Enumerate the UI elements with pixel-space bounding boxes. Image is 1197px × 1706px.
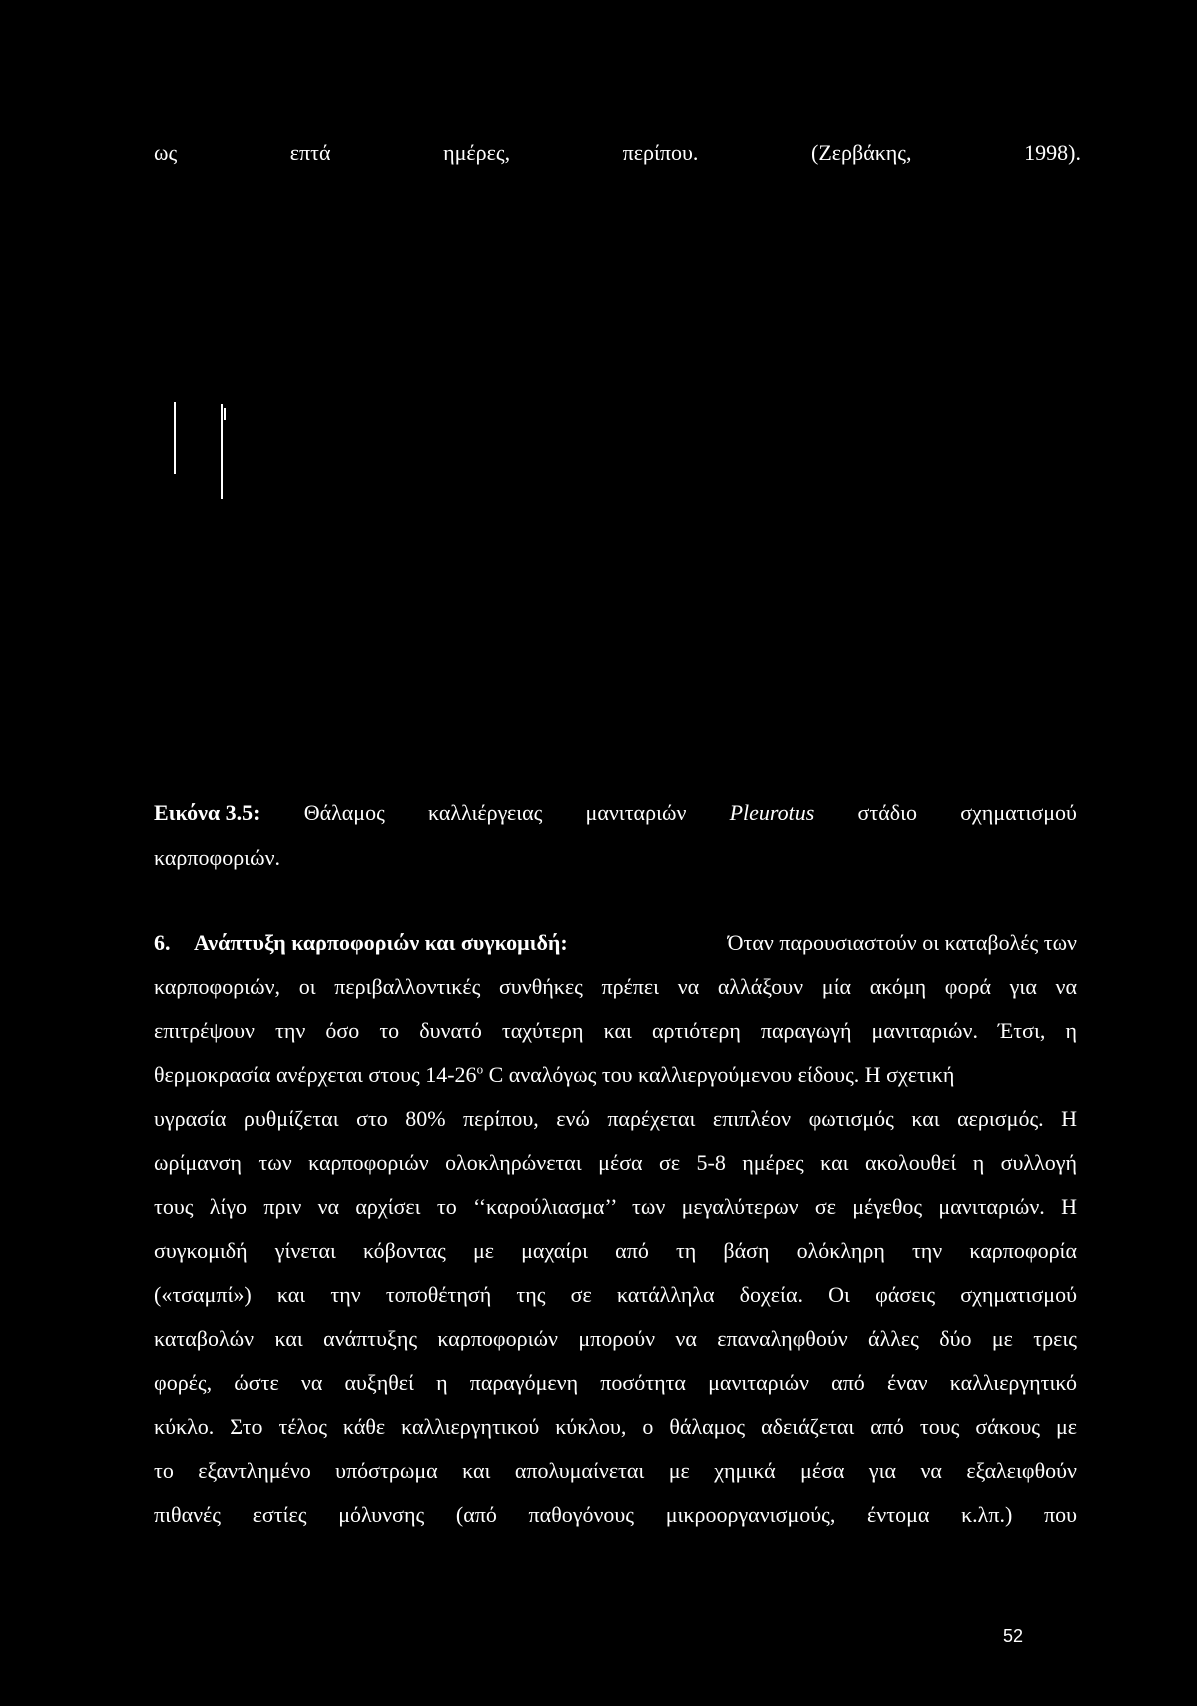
paragraph-line: ωρίμανση των καρποφοριών ολοκληρώνεται μέσα σε 5-8 ημέρες και ακολουθεί η συλλογή: [154, 1150, 1077, 1175]
top-word: επτά: [289, 140, 331, 165]
caption-word: σχηματισμού: [960, 800, 1077, 825]
top-word: περίπου.: [622, 140, 699, 165]
paragraph-line: Όταν παρουσιαστούν οι καταβολές των: [727, 930, 1077, 955]
paragraph-line: φορές, ώστε να αυξηθεί η παραγόμενη ποσότητα μανιταριών από έναν καλλιεργητικό: [154, 1370, 1077, 1395]
caption-word: Θάλαμος: [303, 800, 385, 825]
paragraph-line: τους λίγο πριν να αρχίσει το ‘‘καρούλιασμα’’ των μεγαλύτερων σε μέγεθος μανιταριών. Η: [154, 1194, 1077, 1219]
figure-caption-line-2: καρποφοριών.: [154, 845, 281, 870]
section-number: 6.: [154, 930, 171, 955]
paragraph-line: πιθανές εστίες μόλυνσης (από παθογόνους μικροοργανισμούς, έντομα κ.λπ.) που: [154, 1502, 1077, 1527]
genus-name: Pleurotus: [729, 800, 815, 825]
top-line: [154, 140, 1081, 166]
paragraph-line: («τσαμπί») και την τοποθέτησή της σε κατάλληλα δοχεία. Οι φάσεις σχηματισμού: [154, 1282, 1077, 1307]
paragraph-line: το εξαντλημένο υπόστρωμα και απολυμαίνεται με χημικά μέσα για να εξαλειφθούν: [154, 1458, 1077, 1483]
paragraph-line: συγκομιδή γίνεται κόβοντας με μαχαίρι από τη βάση ολόκληρη την καρποφορία: [154, 1238, 1077, 1263]
caption-word: μανιταριών: [585, 800, 687, 825]
section-heading: Ανάπτυξη καρποφοριών και συγκομιδή:: [194, 930, 568, 955]
figure-edge-mark: [221, 404, 223, 499]
paragraph-line: κύκλο. Στο τέλος κάθε καλλιεργητικού κύκλου, ο θάλαμος αδειάζεται από τους σάκους με: [154, 1414, 1077, 1439]
figure-edge-mark: [174, 402, 176, 474]
top-word: 1998).: [1024, 140, 1081, 165]
figure-edge-mark: [224, 408, 226, 420]
caption-word: στάδιο: [857, 800, 918, 825]
text-run: θερμοκρασία ανέρχεται στους 14-26: [154, 1062, 477, 1087]
section-heading-line: [154, 930, 1077, 956]
degree-sup: o: [476, 1061, 484, 1077]
top-word: ως: [154, 140, 178, 165]
paragraph-line: καρποφοριών, οι περιβαλλοντικές συνθήκες πρέπει να αλλάξουν μία ακόμη φορά για να: [154, 974, 1077, 999]
figure-caption-line: [154, 800, 1077, 826]
paragraph-line: επιτρέψουν την όσο το δυνατό ταχύτερη και αρτιότερη παραγωγή μανιταριών. Έτσι, η: [154, 1018, 1077, 1043]
text-run: C αναλόγως του καλλιεργούμενου είδους. Η σχετική: [483, 1062, 955, 1087]
top-word: ημέρες,: [443, 140, 511, 165]
page-number: 52: [1003, 1626, 1024, 1646]
top-word: (Ζερβάκης,: [811, 140, 912, 165]
paragraph-line: καταβολών και ανάπτυξης καρποφοριών μπορούν να επαναληφθούν άλλες δύο με τρεις: [154, 1326, 1077, 1351]
figure-label: Εικόνα 3.5:: [154, 800, 261, 825]
paragraph-line: [154, 1062, 1077, 1088]
caption-word: καλλιέργειας: [427, 800, 543, 825]
paragraph-line: υγρασία ρυθμίζεται στο 80% περίπου, ενώ παρέχεται επιπλέον φωτισμός και αερισμός. Η: [154, 1106, 1077, 1131]
